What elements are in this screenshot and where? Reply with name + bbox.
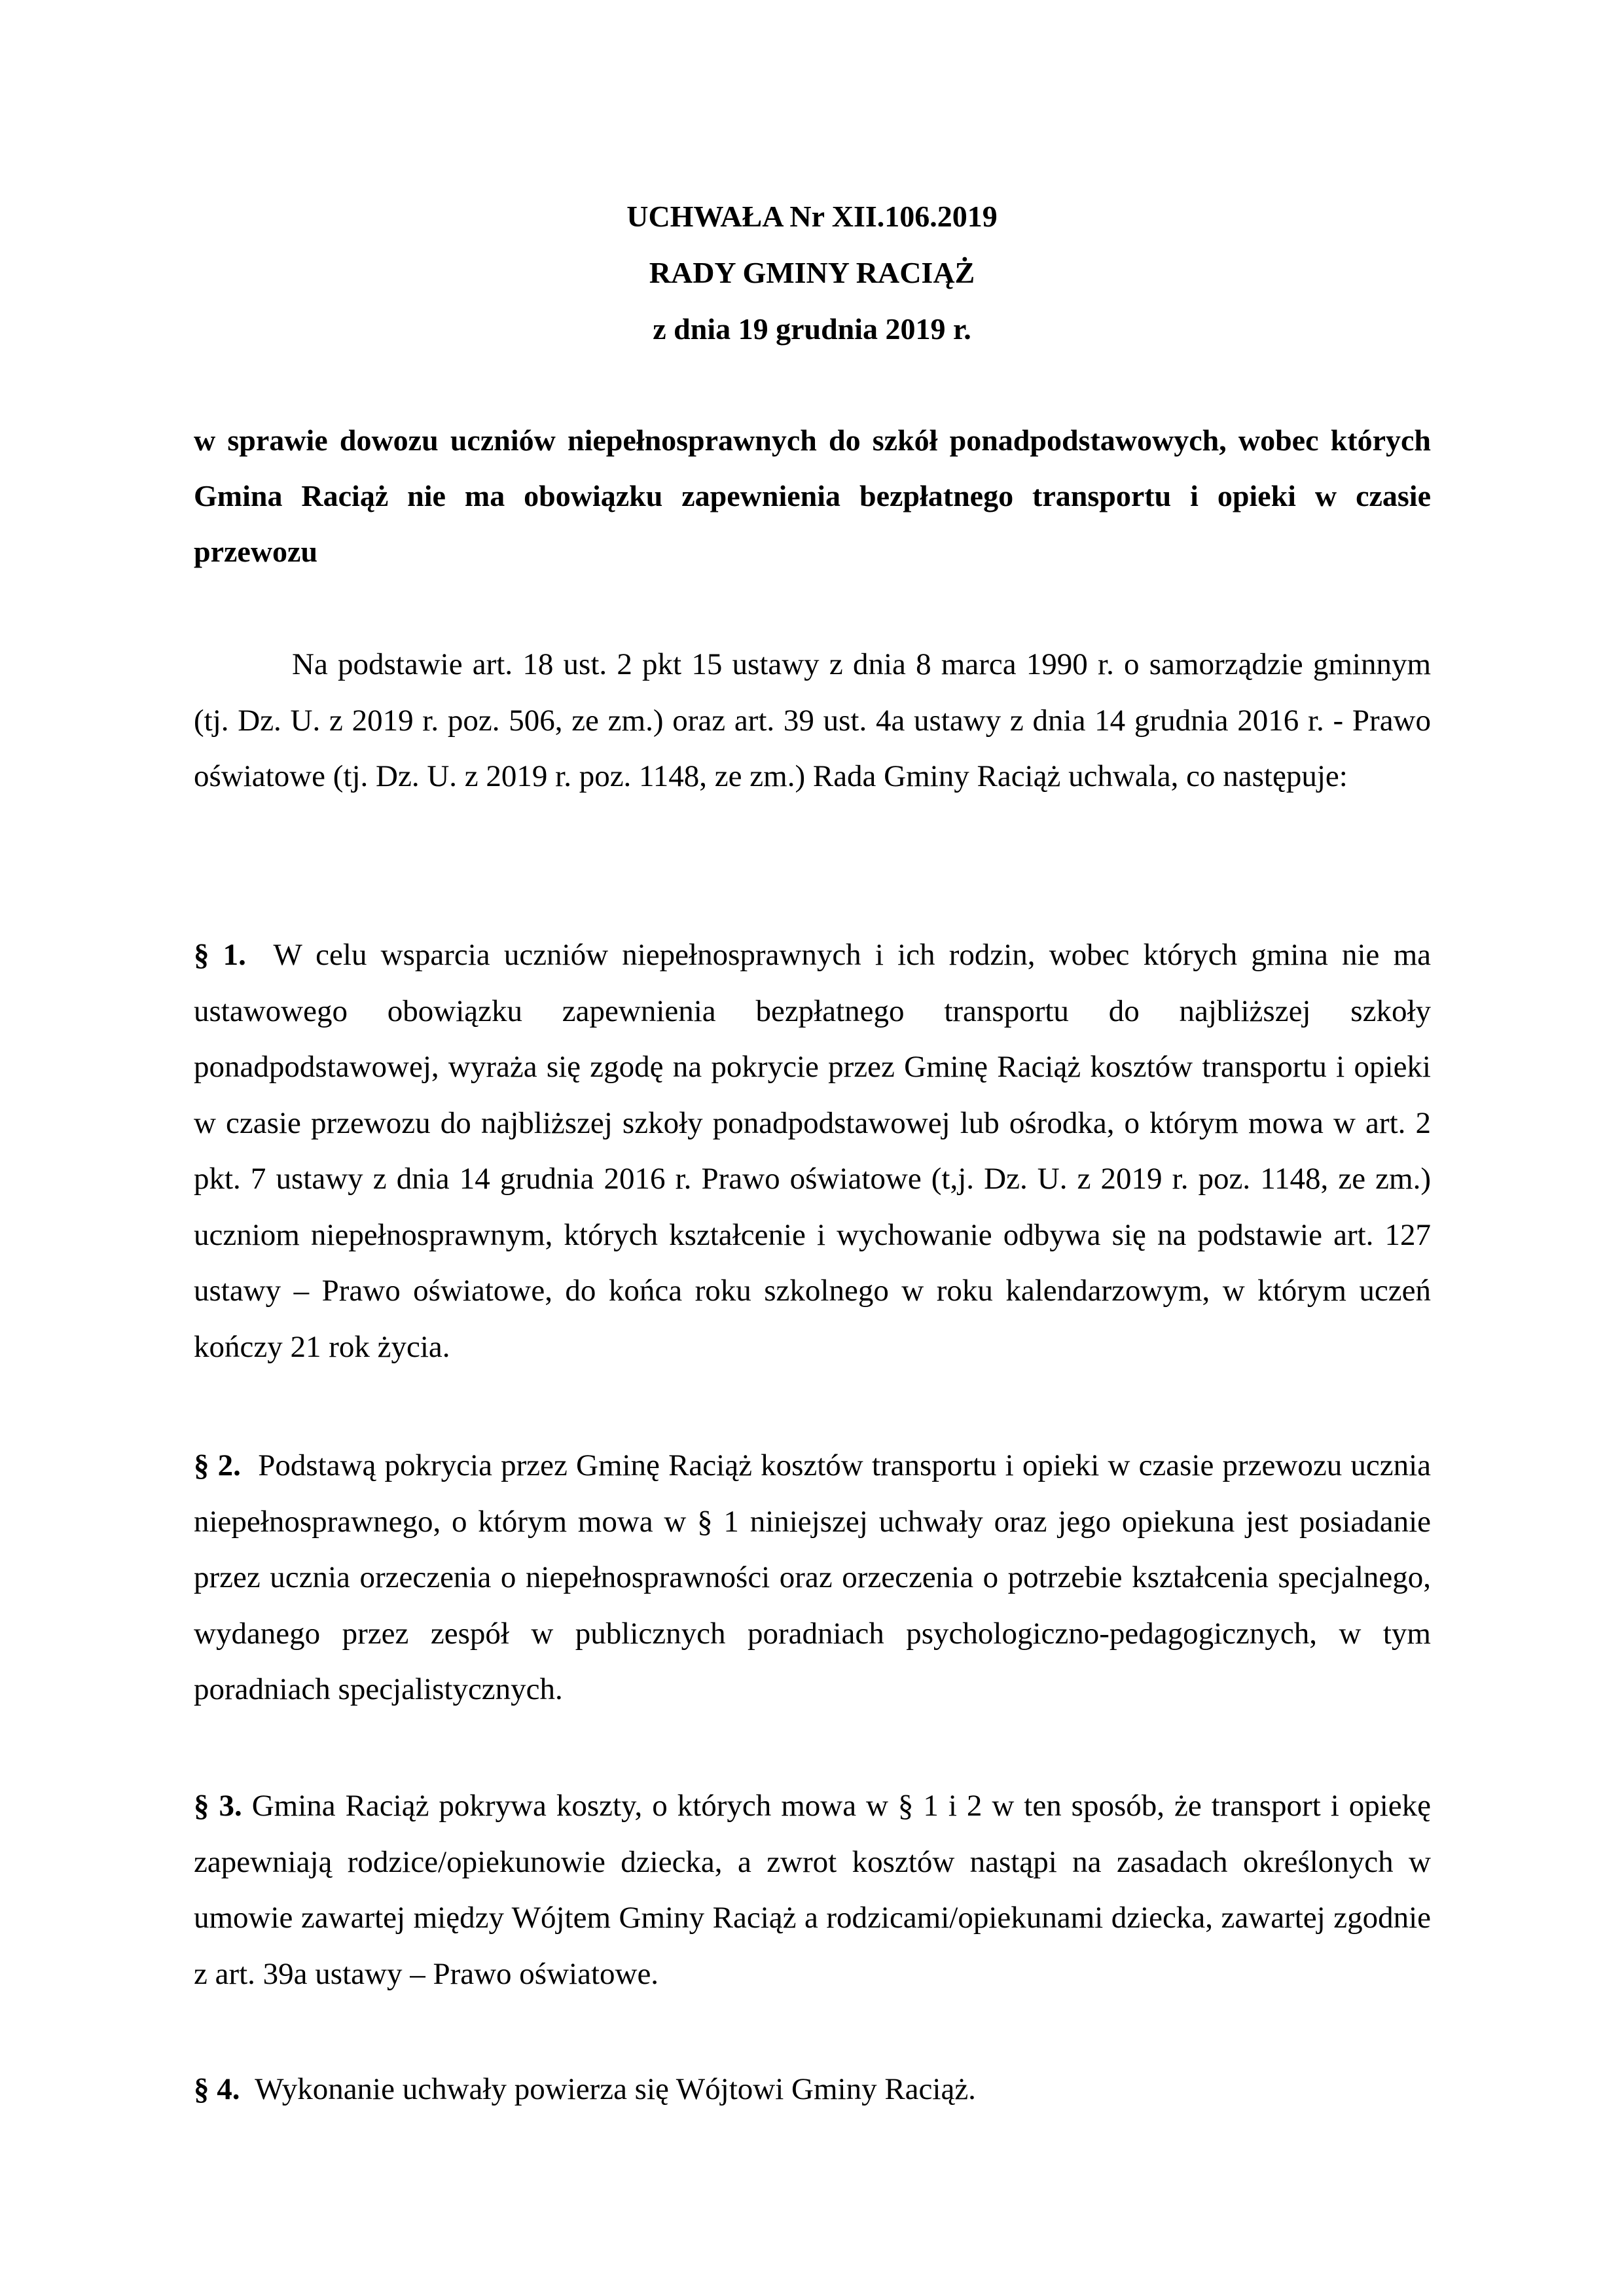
- section-number: § 3.: [194, 1789, 242, 1823]
- section-text: Wykonanie uchwały powierza się Wójtowi Gminy Raciąż.: [255, 2072, 976, 2106]
- section-number: § 1.: [194, 938, 246, 972]
- legal-basis-preamble: Na podstawie art. 18 ust. 2 pkt 15 ustawy z dnia 8 marca 1990 r. o samorządzie gminnym (tj. Dz. U. z 2019 r. poz. 506, ze zm.) oraz art. 39 ust. 4a ustawy z dnia 14 grudnia 2016 r. - Prawo oświatowe (tj. Dz. U. z 2019 r. poz. 1148, ze zm.) Rada Gminy Raciąż uchwala, co następuje:: [194, 647, 1431, 793]
- section-1: [194, 927, 1431, 1375]
- resolution-date: z dnia 19 grudnia 2019 r.: [653, 312, 971, 346]
- section-number: § 2.: [194, 1448, 241, 1482]
- section-text: Podstawą pokrycia przez Gminę Raciąż kosztów transportu i opieki w czasie przewozu ucznia niepełnosprawnego, o którym mowa w § 1 niniejszej uchwały oraz jego opiekuna jest posiadanie przez ucznia orzeczenia o niepełnosprawności oraz orzeczenia o potrzebie kształcenia specjalnego, wydanego przez zespół w publicznych poradniach psychologiczno-pedagogicznych, w tym poradniach specjalistycznych.: [194, 1448, 1431, 1706]
- section-text: W celu wsparcia uczniów niepełnosprawnych i ich rodzin, wobec których gmina nie ma ustawowego obowiązku zapewnienia bezpłatnego transportu do najbliższej szkoły ponadpodstawowej, wyraża się zgodę na pokrycie przez Gminę Raciąż kosztów transportu i opieki w czasie przewozu do najbliższej szkoły ponadpodstawowej lub ośrodka, o którym mowa w art. 2 pkt. 7 ustawy z dnia 14 grudnia 2016 r. Prawo oświatowe (t,j. Dz. U. z 2019 r. poz. 1148, ze zm.) uczniom niepełnosprawnym, których kształcenie i wychowanie odbywa się na podstawie art. 127 ustawy – Prawo oświatowe, do końca roku szkolnego w roku kalendarzowym, w którym uczeń kończy 21 rok życia.: [194, 938, 1432, 1364]
- resolution-number: UCHWAŁA Nr XII.106.2019: [626, 200, 998, 233]
- council-name: RADY GMINY RACIĄŻ: [649, 256, 975, 289]
- section-4: [194, 2062, 1431, 2118]
- resolution-subject: w sprawie dowozu uczniów niepełnosprawnych do szkół ponadpodstawowych, wobec których Gmina Raciąż nie ma obowiązku zapewnienia bezpłatnego transportu i opieki w czasie przewozu: [194, 423, 1431, 568]
- section-number: § 4.: [194, 2072, 240, 2106]
- section-3: [194, 1778, 1431, 2002]
- section-text: Gmina Raciąż pokrywa koszty, o których mowa w § 1 i 2 w ten sposób, że transport i opiekę zapewniają rodzice/opiekunowie dziecka, a zwrot kosztów nastąpi na zasadach określonych w umowie zawartej między Wójtem Gminy Raciąż a rodzicami/opiekunami dziecka, zawartej zgodnie z art. 39a ustawy – Prawo oświatowe.: [194, 1789, 1431, 1991]
- resolution-header: [0, 188, 1624, 357]
- section-2: [194, 1438, 1431, 1718]
